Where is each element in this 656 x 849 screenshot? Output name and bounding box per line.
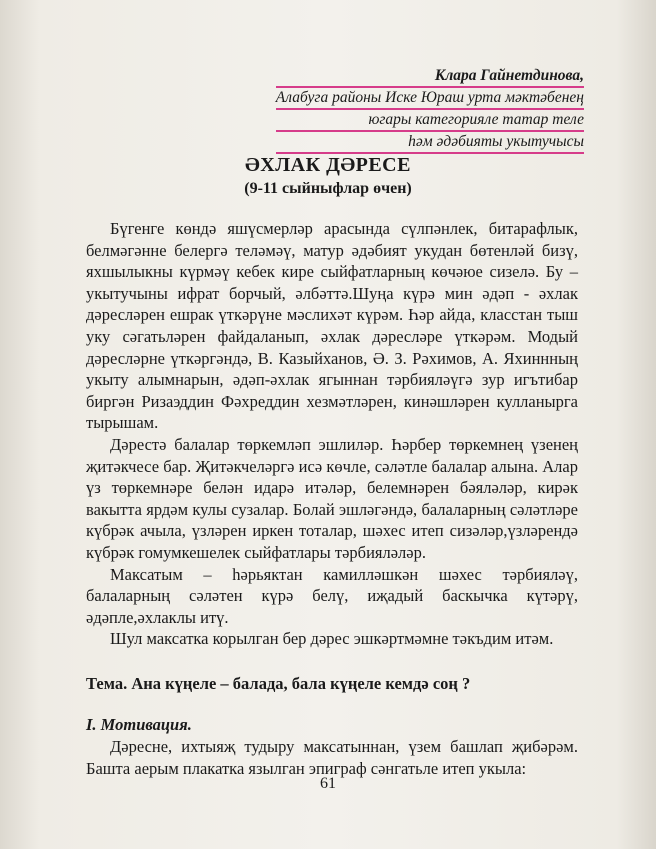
author-block [276, 66, 584, 154]
author-school: Алабуга районы Иске Юраш урта мәктәбенең [276, 88, 584, 110]
paragraph: Шул максатка корылган бер дәрес эшкәртмәмне тәкъдим итәм. [110, 629, 554, 649]
lesson-subtitle: (9-11 сыйныфлар өчен) [244, 180, 412, 197]
section-paragraph: Дәресне, ихтыяҗ тудыру максатыннан, үзем башлап җибәрәм. Башта аерым плакатка язылган эпиграф сәнгатьле итеп укыла: [86, 737, 578, 778]
author-category: югары категорияле татар теле [276, 110, 584, 132]
author-name: Клара Гайнетдинова, [276, 66, 584, 88]
paragraph: Дәрестә балалар төркемләп эшлиләр. Һәрбер төркемнең үзенең җитәкчесе бар. Җитәкчеләргә исә көчле, сәләтле балалар алына. Алар үз төркемнәре белән идарә итәләр, белемнәрен бәяләләр, кирәк вакытта ярдәм кулы сузалар. Болай эшләгәндә, балаларның сәләтләре күбрәк ачыла, үзләрен иркен тоталар, шәхес итеп сизәләр,үзләрендә күбрәк гомумкешелек сыйфатлары тәрбияләләр. [86, 434, 578, 562]
section-heading: I. Мотивация. [86, 715, 192, 735]
paragraph: Максатым – һәрьяктан камилләшкән шәхес тәрбияләү, балаларның сәләтен күрә белү, иҗадый баскычка күтәрү, әдәпле,әхлаклы итү. [86, 564, 578, 627]
lesson-title: ӘХЛАК ДӘРЕСЕ [245, 154, 411, 176]
paragraph: Бүгенге көндә яшүсмерләр арасында сүлпәнлек, битарафлык, белмәгәнне белергә теләмәү, матур әдәбият укудан бөтенләй бизү, яхшылыкны күрмәү кебек кире сыйфатларның көчәюе сизелә. Бу – укытучыны ифрат борчый, әлбәттә.Шуңа күрә мин әдәп - әхлак дәресләрен ешрак үткәрүне мәслихәт күрәм. Һәр айда, класстан тыш уку сәгатьләрен файдаланып, әхлак дәресләре үткәрәм. Модый дәресләрне үткәргәндә, В. Казыйханов, Ә. З. Рәхимов, А. Яхиннның укыту алымнарын, әдәп-әхлак ягыннан тәрбияләүгә зур игътибар биргән Ризаэддин Фәхреддин хезмәтләрен, кинәшләрен кулланырга тырышам. [86, 219, 578, 433]
author-subject: һәм әдәбияты укытучысы [276, 132, 584, 154]
page-number: 61 [320, 775, 336, 792]
article-body [86, 218, 578, 779]
lesson-topic: Тема. Ана күңеле – балада, бала күңеле кемдә соң ? [86, 673, 471, 693]
